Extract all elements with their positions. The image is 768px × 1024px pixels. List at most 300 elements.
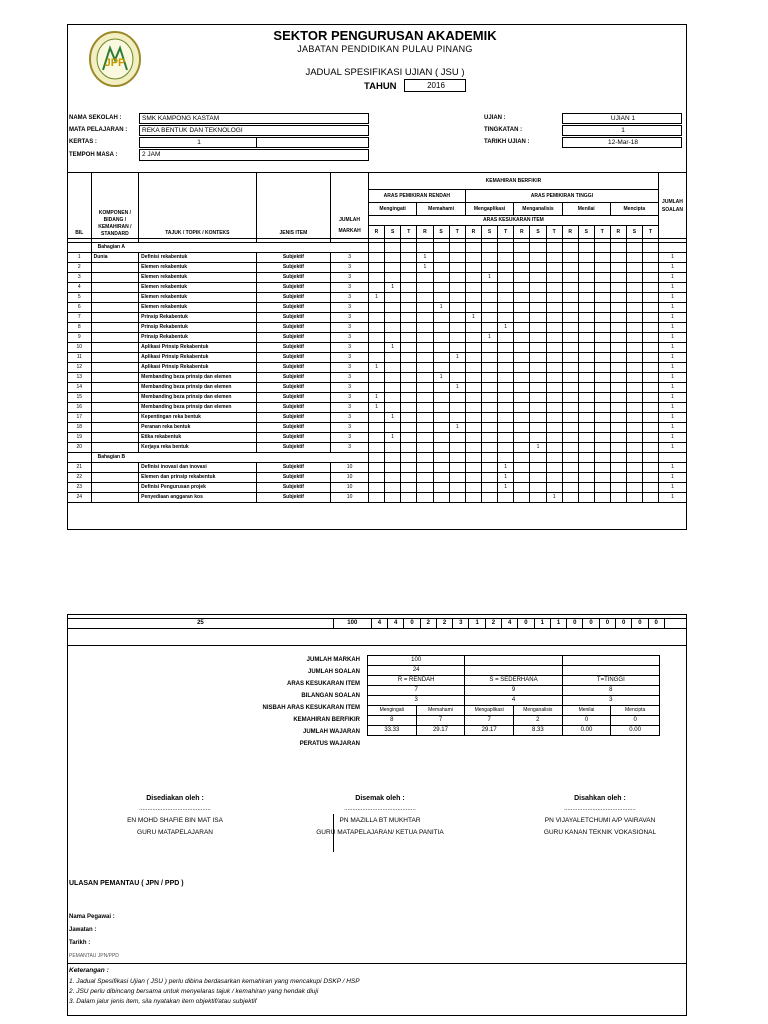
row-komponen [91,393,139,403]
row-aras-cell: 1 [385,343,401,353]
row-markah: 3 [331,373,369,383]
logo-text: JPP [104,57,126,69]
summary-cell: S = SEDERHANA [465,676,562,686]
row-bil: 2 [68,263,92,273]
total-cell: 0 [616,619,632,629]
signature-name: EN MOHD SHAFIE BIN MAT ISA [127,817,223,824]
row-bil: 8 [68,323,92,333]
row-jenis: Subjektif [256,423,331,433]
row-jumlah-soalan: 1 [658,433,686,443]
row-tajuk: Definisi inovasi dan inovasi [139,463,256,473]
summary-label: JUMLAH SOALAN [308,669,360,675]
kemahiran-header: KEMAHIRAN BERFIKIR [368,173,658,190]
row-aras-cell: 1 [385,433,401,443]
table-row [68,313,687,323]
col-komponen: KOMPONEN / BIDANG / KEMAHIRAN / STANDARD [91,173,139,239]
summary-peratus: 29.17 [465,726,514,736]
row-jenis: Subjektif [256,433,331,443]
row-markah: 10 [331,483,369,493]
row-jenis: Subjektif [256,253,331,263]
row-komponen [91,283,139,293]
row-aras-cell: 1 [498,463,514,473]
rst-header: T [546,226,562,239]
row-jumlah-soalan: 1 [658,393,686,403]
skill-header: Mengingati [368,203,416,216]
row-komponen [91,383,139,393]
row-markah: 3 [331,313,369,323]
table-row [68,493,687,503]
row-tajuk: Aplikasi Prinsip Rekabentuk [139,353,256,363]
skill-header: Menganalisis [514,203,562,216]
summary-table [367,655,660,736]
row-markah: 3 [331,253,369,263]
col-jenis: JENIS ITEM [256,173,331,239]
row-komponen [91,273,139,283]
tempoh-label: TEMPOH MASA : [69,152,118,158]
row-jumlah-soalan: 1 [658,373,686,383]
total-cell: 0 [599,619,615,629]
row-jenis: Subjektif [256,363,331,373]
total-markah: 100 [333,619,371,629]
row-tajuk: Prinsip Rekabentuk [139,323,256,333]
signature-role: Disediakan oleh : [146,795,204,802]
summary-peratus: 33.33 [368,726,417,736]
rst-header: R [610,226,626,239]
total-cell: 0 [404,619,420,629]
table-row [68,463,687,473]
summary-cell: 9 [465,686,562,696]
ujian-label: UJIAN : [484,115,506,121]
row-jumlah-soalan: 1 [658,273,686,283]
rst-header: S [481,226,497,239]
row-aras-cell: 1 [481,333,497,343]
row-tajuk: Elemen rekabentuk [139,273,256,283]
row-tajuk: Prinsip Rekabentuk [139,313,256,323]
summary-skill: Mengingati [368,706,417,716]
signature-title: GURU MATAPELAJARAN/ KETUA PANITIA [316,829,444,836]
row-aras-cell: 1 [417,253,433,263]
row-jumlah-soalan: 1 [658,383,686,393]
col-jumlah-soalan: JUMLAH SOALAN [658,173,686,239]
row-markah: 10 [331,473,369,483]
row-bil: 22 [68,473,92,483]
signature-divider [333,814,334,852]
row-bil: 16 [68,403,92,413]
section-label: Bahagian B [91,453,368,463]
row-jumlah-soalan: 1 [658,283,686,293]
row-tajuk: Aplikasi Prinsip Rekabentuk [139,363,256,373]
table-row [68,253,687,263]
total-cell: 0 [567,619,583,629]
row-bil: 14 [68,383,92,393]
doc-title: JADUAL SPESIFIKASI UJIAN ( JSU ) [305,67,465,78]
row-jumlah-soalan: 1 [658,343,686,353]
col-tajuk: TAJUK / TOPIK / KONTEKS [139,173,256,239]
row-jumlah-soalan: 1 [658,463,686,473]
row-aras-cell: 1 [368,363,384,373]
row-bil: 24 [68,493,92,503]
row-jumlah-soalan: 1 [658,403,686,413]
row-aras-cell: 1 [449,353,465,363]
row-markah: 3 [331,293,369,303]
rst-header: T [498,226,514,239]
row-komponen [91,483,139,493]
total-cell: 1 [469,619,485,629]
row-jumlah-soalan: 1 [658,493,686,503]
aras-kesukaran-header: ARAS KESUKARAN ITEM [368,216,658,226]
row-jenis: Subjektif [256,473,331,483]
nama-sekolah-field: SMK KAMPONG KASTAM [139,113,369,124]
rst-header: S [626,226,642,239]
skill-header: Mengaplikasi [465,203,513,216]
row-jenis: Subjektif [256,283,331,293]
row-jenis: Subjektif [256,313,331,323]
mata-pelajaran-field: REKA BENTUK DAN TEKNOLOGI [139,125,369,136]
row-jumlah-soalan: 1 [658,253,686,263]
row-tajuk: Penyediaan anggaran kos [139,493,256,503]
row-markah: 3 [331,443,369,453]
table-row [68,363,687,373]
row-jumlah-soalan: 1 [658,423,686,433]
row-markah: 3 [331,403,369,413]
total-count: 25 [68,619,334,629]
section-label: Bahagian A [91,243,368,253]
summary-label: ARAS KESUKARAN ITEM [286,681,360,687]
tahun-value: 2016 [404,79,466,92]
signature-name: PN MAZILLA BT MUKHTAR [339,817,421,824]
table-row [68,343,687,353]
row-markah: 3 [331,343,369,353]
row-aras-cell: 1 [481,273,497,283]
row-jenis: Subjektif [256,483,331,493]
row-jumlah-soalan: 1 [658,303,686,313]
row-tajuk: Peranan reka bentuk [139,423,256,433]
row-komponen [91,263,139,273]
summary-cell: 3 [368,696,465,706]
table-row [68,413,687,423]
row-jenis: Subjektif [256,413,331,423]
row-bil: 23 [68,483,92,493]
row-markah: 3 [331,383,369,393]
table-row [68,403,687,413]
table-row [68,473,687,483]
summary-cell: 100 [368,656,465,666]
rst-header: T [642,226,658,239]
total-cell: 0 [518,619,534,629]
summary-wajaran: 8 [368,716,417,726]
row-bil: 11 [68,353,92,363]
table-row [68,433,687,443]
row-jenis: Subjektif [256,293,331,303]
rst-header: R [368,226,384,239]
total-cell: 2 [420,619,436,629]
row-tajuk: Aplikasi Prinsip Rekabentuk [139,343,256,353]
row-bil: 7 [68,313,92,323]
note-line-3: 3. Dalam jalur jenis item, sila nyatakan item objektif/atau subjektif [69,998,257,1005]
row-bil: 3 [68,273,92,283]
row-bil: 1 [68,253,92,263]
summary-label: JUMLAH WAJARAN [303,729,360,735]
row-bil: 12 [68,363,92,373]
row-aras-cell: 1 [546,493,562,503]
rst-header: R [417,226,433,239]
signature-dots: ........................................... [139,806,211,812]
mata-pelajaran-label: MATA PELAJARAN : [69,127,128,133]
row-tajuk: Elemen rekabentuk [139,283,256,293]
row-markah: 3 [331,393,369,403]
jumlah-header: JUMLAH [331,216,369,226]
row-markah: 3 [331,423,369,433]
table-row [68,333,687,343]
summary-peratus: 29.17 [416,726,465,736]
row-jenis: Subjektif [256,273,331,283]
rst-header: R [562,226,578,239]
table-row [68,483,687,493]
summary-skill: Menganalisis [514,706,563,716]
table-row [68,423,687,433]
row-markah: 3 [331,273,369,283]
row-jenis: Subjektif [256,343,331,353]
row-bil: 21 [68,463,92,473]
col-bil: BIL [68,173,92,239]
row-jumlah-soalan: 1 [658,363,686,373]
total-cell: 1 [550,619,566,629]
summary-label: JUMLAH MARKAH [306,657,360,663]
tarikh-label-ulasan: Tarikh : [69,940,91,946]
summary-cell: T=TINGGI [562,676,659,686]
row-jenis: Subjektif [256,393,331,403]
signature-title: GURU MATAPELAJARAN [137,829,213,836]
row-markah: 3 [331,303,369,313]
summary-skill: Menilai [562,706,611,716]
ulasan-title: ULASAN PEMANTAU ( JPN / PPD ) [69,880,184,887]
row-jenis: Subjektif [256,323,331,333]
nama-pegawai-label: Nama Pegawai : [69,914,115,920]
row-komponen [91,473,139,483]
summary-label: PERATUS WAJARAN [299,741,360,747]
ujian-field: UJIAN 1 [562,113,682,124]
summary-cell: 7 [368,686,465,696]
row-jumlah-soalan: 1 [658,443,686,453]
row-komponen [91,333,139,343]
row-bil: 6 [68,303,92,313]
skill-header: Mencipta [610,203,658,216]
row-aras-cell: 1 [385,283,401,293]
nama-sekolah-label: NAMA SEKOLAH : [69,115,122,121]
row-tajuk: Elemen dan prinsip rekabentuk [139,473,256,483]
summary-peratus: 8.33 [514,726,563,736]
notes-title: Keterangan : [69,967,109,974]
row-bil: 19 [68,433,92,443]
signature-name: PN VIJAYALETCHUMI A/P VAIRAVAN [544,817,656,824]
stamp-text: PEMANTAU JPN/PPD [69,953,119,959]
summary-cell: 8 [562,686,659,696]
row-tajuk: Elemen rekabentuk [139,263,256,273]
totals-divider [67,631,687,646]
row-markah: 3 [331,283,369,293]
rst-header: T [401,226,417,239]
row-aras-cell: 1 [449,423,465,433]
row-tajuk: Prinsip Rekabentuk [139,333,256,343]
summary-wajaran: 2 [514,716,563,726]
row-aras-cell: 1 [465,313,481,323]
row-bil: 10 [68,343,92,353]
row-markah: 3 [331,263,369,273]
row-tajuk: Membanding beza prinsip dan elemen [139,393,256,403]
row-jenis: Subjektif [256,373,331,383]
skill-header: Memahami [417,203,465,216]
page-title: SEKTOR PENGURUSAN AKADEMIK [273,28,497,43]
note-line-2: 2. JSU perlu dibincang bersama untuk menyelaras tajuk / kemahiran yang hendak diuji [69,988,319,995]
row-jenis: Subjektif [256,443,331,453]
row-tajuk: Definisi Pengurusan projek [139,483,256,493]
row-jenis: Subjektif [256,463,331,473]
jawatan-label: Jawatan : [69,927,97,933]
kertas-label: KERTAS : [69,139,97,145]
summary-label: NISBAH ARAS KESUKARAN ITEM [262,705,360,711]
row-tajuk: Etika rekabentuk [139,433,256,443]
summary-label: KEMAHIRAN BERFIKIR [293,717,360,723]
row-aras-cell: 1 [417,263,433,273]
tarikh-field: 12-Mar-18 [562,137,682,148]
row-tajuk: Membanding beza prinsip dan elemen [139,403,256,413]
aras-tinggi-header: ARAS PEMIKIRAN TINGGI [465,190,658,203]
tingkatan-label: TINGKATAN : [484,127,523,133]
row-bil: 18 [68,423,92,433]
table-row [68,383,687,393]
jsu-table [67,172,687,503]
rst-header: S [578,226,594,239]
row-aras-cell: 1 [530,443,546,453]
summary-cell: R = RENDAH [368,676,465,686]
summary-skill: Memahami [416,706,465,716]
row-jenis: Subjektif [256,333,331,343]
row-komponen [91,423,139,433]
note-line-1: 1. Jadual Spesifikasi Ujian ( JSU ) perlu dibina berdasarkan kemahiran yang mencakupi DSKP / HSP [69,978,360,985]
row-bil: 9 [68,333,92,343]
total-cell: 0 [648,619,664,629]
row-komponen [91,443,139,453]
rst-header: T [449,226,465,239]
row-markah: 10 [331,463,369,473]
total-cell: 2 [436,619,452,629]
summary-wajaran: 7 [416,716,465,726]
kertas-blank [256,137,369,148]
row-tajuk: Elemen rekabentuk [139,293,256,303]
row-bil: 5 [68,293,92,303]
row-jumlah-soalan: 1 [658,473,686,483]
summary-peratus: 0.00 [611,726,660,736]
row-jumlah-soalan: 1 [658,333,686,343]
row-jumlah-soalan: 1 [658,413,686,423]
row-aras-cell: 1 [368,293,384,303]
rst-header: R [465,226,481,239]
row-bil: 4 [68,283,92,293]
summary-label: BILANGAN SOALAN [301,693,360,699]
notes-divider [67,963,687,964]
rst-header: S [385,226,401,239]
row-komponen [91,403,139,413]
table-row [68,373,687,383]
row-bil: 20 [68,443,92,453]
kertas-field: 1 [139,137,257,148]
table-row [68,293,687,303]
rst-header: S [433,226,449,239]
row-aras-cell: 1 [433,373,449,383]
row-markah: 3 [331,433,369,443]
table-row [68,443,687,453]
signature-role: Disemak oleh : [355,795,405,802]
row-komponen [91,463,139,473]
table-row [68,273,687,283]
row-markah: 3 [331,333,369,343]
row-komponen [91,353,139,363]
row-bil: 13 [68,373,92,383]
row-jumlah-soalan: 1 [658,293,686,303]
skill-header: Menilai [562,203,610,216]
row-aras-cell: 1 [498,483,514,493]
row-komponen [91,373,139,383]
row-tajuk: Membanding beza prinsip dan elemen [139,383,256,393]
row-markah: 3 [331,323,369,333]
total-cell: 4 [371,619,387,629]
row-tajuk: Elemen rekabentuk [139,303,256,313]
row-jumlah-soalan: 1 [658,313,686,323]
row-komponen [91,433,139,443]
summary-cell: 3 [562,696,659,706]
row-markah: 3 [331,363,369,373]
tempoh-field: 2 JAM [139,149,369,161]
signature-dots: ........................................... [344,806,416,812]
aras-rendah-header: ARAS PEMIKIRAN RENDAH [368,190,465,203]
total-cell: 0 [632,619,648,629]
rst-header: T [594,226,610,239]
tarikh-label: TARIKH UJIAN : [484,139,530,145]
signature-dots: ........................................... [564,806,636,812]
row-komponen [91,323,139,333]
total-cell: 1 [534,619,550,629]
row-aras-cell: 1 [433,303,449,313]
row-aras-cell: 1 [385,413,401,423]
total-cell: 4 [502,619,518,629]
signature-role: Disahkan oleh : [574,795,626,802]
table-row [68,323,687,333]
table-row [68,283,687,293]
row-jenis: Subjektif [256,353,331,363]
table-row [68,303,687,313]
row-komponen [91,493,139,503]
summary-skill: Mencipta [611,706,660,716]
row-tajuk: Membanding beza prinsip dan elemen [139,373,256,383]
page-subtitle: JABATAN PENDIDIKAN PULAU PINANG [297,44,473,54]
summary-wajaran: 0 [562,716,611,726]
total-cell: 2 [485,619,501,629]
row-komponen [91,343,139,353]
row-markah: 3 [331,413,369,423]
rst-header: S [530,226,546,239]
row-jumlah-soalan: 1 [658,353,686,363]
row-jumlah-soalan: 1 [658,323,686,333]
table-row [68,263,687,273]
row-aras-cell: 1 [368,403,384,413]
row-tajuk: Kepentingan reka bentuk [139,413,256,423]
row-komponen [91,303,139,313]
table-row [68,393,687,403]
row-markah: 10 [331,493,369,503]
totals-row [67,618,687,629]
tingkatan-field: 1 [562,125,682,136]
summary-wajaran: 0 [611,716,660,726]
